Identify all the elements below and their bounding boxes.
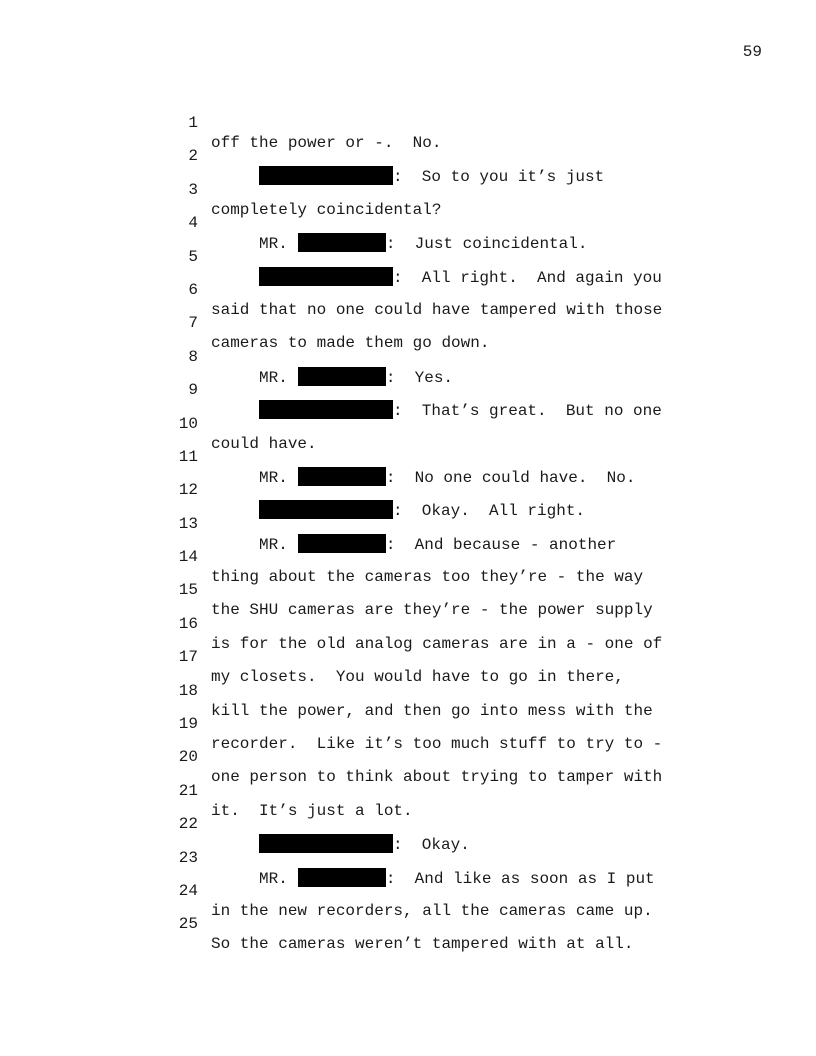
transcript-line bbox=[170, 427, 690, 487]
line-text: kill the power, and then go into mess with the bbox=[211, 701, 653, 720]
line-number: 5 bbox=[188, 247, 198, 266]
transcript-line bbox=[170, 126, 690, 187]
line-text: thing about the cameras too they’re - the way bbox=[211, 568, 644, 587]
line-number: 7 bbox=[188, 314, 198, 333]
line-number: 22 bbox=[178, 815, 198, 834]
line-number: 12 bbox=[178, 481, 198, 500]
line-number: 2 bbox=[188, 147, 198, 166]
line-number: 18 bbox=[178, 681, 198, 700]
line-text: completely coincidental? bbox=[211, 200, 442, 219]
line-text: one person to think about trying to tamper with bbox=[211, 768, 663, 787]
line-text: : All right. And again you bbox=[393, 268, 662, 287]
speaker-prefix: MR. bbox=[259, 235, 288, 254]
line-text: : That’s great. But no one bbox=[393, 402, 662, 421]
line-number: 6 bbox=[188, 280, 198, 299]
transcript-line bbox=[170, 694, 690, 754]
line-text: : Okay. All right. bbox=[393, 502, 586, 521]
transcript-line bbox=[170, 761, 690, 820]
line-text: it. It’s just a lot. bbox=[211, 801, 413, 820]
speaker-prefix: MR. bbox=[259, 368, 288, 387]
transcript-line bbox=[170, 594, 690, 653]
line-number: 16 bbox=[178, 614, 198, 633]
transcript-line bbox=[170, 661, 690, 720]
line-number: 15 bbox=[178, 581, 198, 600]
line-number: 14 bbox=[178, 548, 198, 567]
line-number: 8 bbox=[188, 347, 198, 366]
line-number: 11 bbox=[178, 447, 198, 466]
line-text: recorder. Like it’s too much stuff to try to - bbox=[211, 735, 663, 754]
line-text: : Okay. bbox=[393, 836, 470, 855]
transcript-line bbox=[170, 160, 690, 219]
transcript-line bbox=[170, 861, 690, 920]
line-text: my closets. You would have to go in there, bbox=[211, 668, 624, 687]
transcript-line bbox=[170, 227, 690, 287]
line-number: 17 bbox=[178, 648, 198, 667]
transcript-line bbox=[170, 460, 690, 521]
page-number: 59 bbox=[742, 43, 762, 61]
speaker-prefix: MR. bbox=[259, 468, 288, 487]
line-text: : And like as soon as I put bbox=[385, 869, 655, 888]
line-number: 19 bbox=[178, 715, 198, 734]
line-text: could have. bbox=[211, 434, 317, 453]
transcript-line bbox=[170, 293, 690, 353]
transcript-line bbox=[170, 560, 690, 620]
line-text: : No one could have. No. bbox=[385, 468, 636, 487]
line-text: in the new recorders, all the cameras came up. bbox=[211, 901, 653, 920]
line-number: 4 bbox=[188, 214, 198, 233]
line-number: 1 bbox=[188, 114, 198, 132]
line-number: 10 bbox=[178, 414, 198, 433]
line-number: 23 bbox=[178, 848, 198, 867]
transcript-line bbox=[170, 527, 690, 587]
line-text: is for the old analog cameras are in a - one of bbox=[211, 634, 663, 653]
line-text: : Yes. bbox=[385, 368, 454, 387]
transcript-line bbox=[170, 93, 690, 152]
line-text: : So to you it’s just bbox=[393, 168, 605, 187]
transcript-line bbox=[170, 627, 690, 687]
transcript-line bbox=[170, 894, 690, 954]
line-number: 25 bbox=[178, 915, 198, 934]
transcript-line bbox=[170, 193, 690, 254]
line-text: : And because - another bbox=[385, 535, 617, 554]
transcript-line bbox=[170, 360, 690, 421]
line-number: 9 bbox=[188, 381, 198, 400]
line-number: 20 bbox=[178, 748, 198, 767]
line-text: said that no one could have tampered with those bbox=[211, 300, 663, 319]
line-text: the SHU cameras are they’re - the power supply bbox=[211, 601, 653, 620]
line-text: So the cameras weren’t tampered with at all. bbox=[211, 935, 634, 954]
transcript-line bbox=[170, 794, 690, 855]
line-number: 13 bbox=[178, 514, 198, 533]
transcript-line bbox=[170, 727, 690, 787]
line-text: : Just coincidental. bbox=[385, 235, 588, 254]
line-text: off the power or -. No. bbox=[211, 134, 442, 152]
speaker-prefix: MR. bbox=[259, 535, 288, 554]
transcript-line bbox=[170, 494, 690, 554]
transcript-line bbox=[170, 260, 690, 319]
line-number: 3 bbox=[188, 180, 198, 199]
line-number: 24 bbox=[178, 881, 198, 900]
transcript-line bbox=[170, 828, 690, 888]
transcript-line bbox=[170, 327, 690, 387]
transcript-body bbox=[170, 93, 690, 954]
speaker-prefix: MR. bbox=[259, 869, 288, 888]
line-text: cameras to made them go down. bbox=[211, 334, 490, 353]
line-number: 21 bbox=[178, 781, 198, 800]
transcript-line bbox=[170, 394, 690, 453]
